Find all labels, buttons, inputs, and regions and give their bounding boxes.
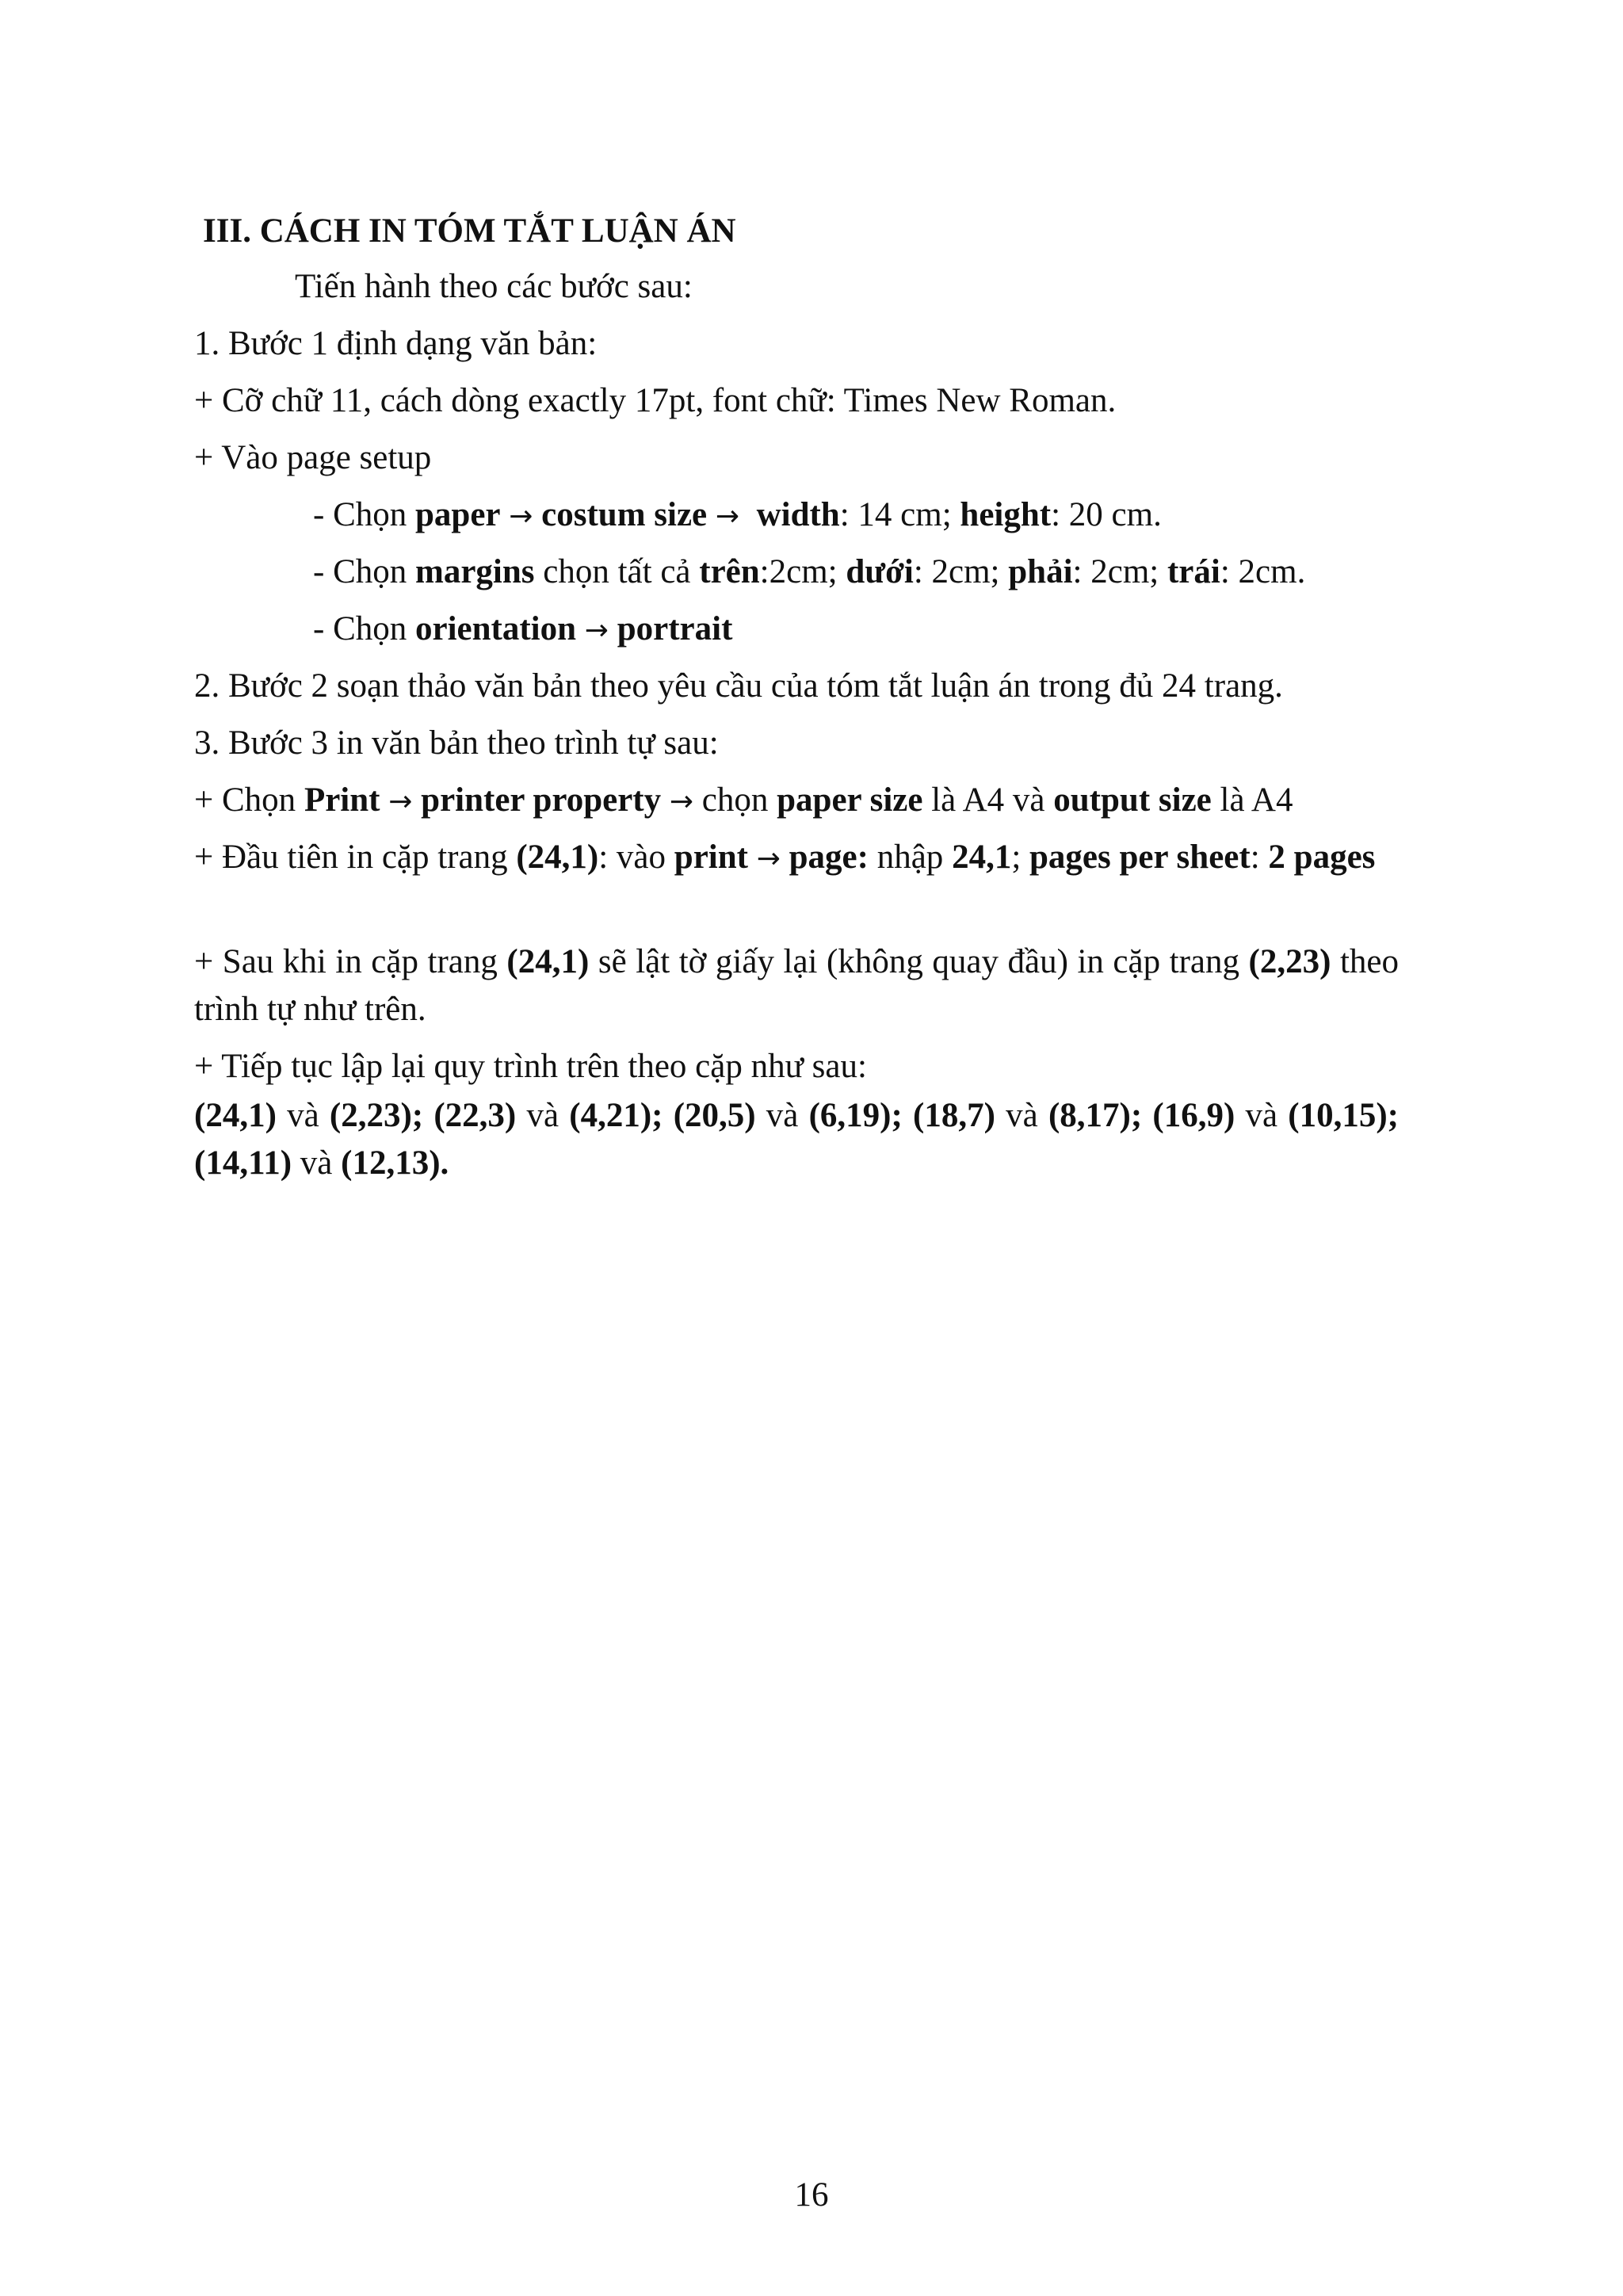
text-segment: : 2cm; bbox=[1072, 553, 1167, 590]
bold-pair: (16,9) bbox=[1152, 1097, 1235, 1134]
text-segment: : 2cm; bbox=[913, 553, 1009, 590]
text-segment: ; bbox=[1011, 839, 1030, 876]
text-segment: và bbox=[995, 1097, 1048, 1134]
bold-term-margins: margins bbox=[415, 553, 535, 590]
bold-pair: (24,1) bbox=[194, 1097, 277, 1134]
step2-text: 2. Bước 2 soạn thảo văn bản theo yêu cầu của tóm tắt luận án trong đủ 24 trang. bbox=[194, 667, 1283, 705]
bold-pair: (12,13). bbox=[341, 1144, 449, 1182]
text-segment: : 20 cm. bbox=[1051, 496, 1162, 533]
bold-pair: (2,23); bbox=[329, 1097, 424, 1134]
section-heading: III. CÁCH IN TÓM TẮT LUẬN ÁN bbox=[203, 212, 736, 250]
bold-term-duoi: dưới bbox=[846, 553, 914, 590]
print-settings-line bbox=[194, 777, 1399, 826]
right-arrow-icon: → bbox=[715, 500, 740, 533]
text-segment: - Chọn bbox=[313, 553, 415, 590]
bold-pair: (22,3) bbox=[433, 1097, 517, 1134]
bold-pair: (10,15); bbox=[1288, 1097, 1399, 1134]
bold-term-pages-per-sheet: pages per sheet bbox=[1029, 839, 1251, 876]
bold-term-paper-size: paper size bbox=[777, 781, 923, 819]
bold-pair: (4,21); bbox=[569, 1097, 663, 1134]
text-segment: và bbox=[755, 1097, 809, 1134]
bold-pair: (24,1) bbox=[516, 839, 599, 876]
text-segment: chọn bbox=[693, 781, 777, 819]
text-segment: : vào bbox=[598, 839, 674, 876]
step1-title: 1. Bước 1 định dạng văn bản: bbox=[194, 325, 598, 362]
right-arrow-icon: → bbox=[669, 785, 694, 818]
text-segment: - Chọn bbox=[313, 496, 415, 533]
bold-term-paper: paper bbox=[415, 496, 501, 533]
text-segment: theo trình tự như trên. bbox=[194, 943, 1399, 1028]
text-segment: và bbox=[276, 1097, 330, 1134]
text-segment: và bbox=[1235, 1097, 1289, 1134]
text-segment: + Đầu tiên in cặp trang bbox=[194, 839, 517, 876]
intro-text: Tiến hành theo các bước sau: bbox=[295, 268, 693, 305]
bold-pair: (6,19); bbox=[808, 1097, 903, 1134]
text-segment: và bbox=[292, 1144, 342, 1182]
bold-pair: (20,5) bbox=[673, 1097, 756, 1134]
bold-pair: (2,23) bbox=[1248, 943, 1331, 980]
bold-term-print: print bbox=[674, 839, 748, 876]
bold-pages-per-sheet-value: 2 pages bbox=[1268, 839, 1376, 876]
text-segment: chọn tất cả bbox=[534, 553, 700, 590]
bold-pages-value: 24,1 bbox=[952, 839, 1012, 876]
bold-pair: (18,7) bbox=[913, 1097, 995, 1134]
right-arrow-icon: → bbox=[388, 785, 413, 818]
text-segment: :2cm; bbox=[759, 553, 846, 590]
page-number: 16 bbox=[794, 2176, 829, 2214]
text-segment: là A4 bbox=[1211, 781, 1293, 819]
right-arrow-icon: → bbox=[509, 500, 533, 533]
bold-pair: (8,17); bbox=[1048, 1097, 1143, 1134]
text-segment: + Chọn bbox=[194, 781, 304, 819]
bold-term-output-size: output size bbox=[1053, 781, 1212, 819]
bold-term-tren: trên bbox=[699, 553, 760, 590]
bold-term-page: page: bbox=[789, 839, 869, 876]
font-settings-line: + Cỡ chữ 11, cách dòng exactly 17pt, font chữ: Times New Roman. bbox=[194, 382, 1117, 419]
bold-term-trai: trái bbox=[1167, 553, 1220, 590]
orientation-setting-line bbox=[313, 606, 1518, 655]
right-arrow-icon: → bbox=[756, 842, 781, 875]
text-segment: và bbox=[516, 1097, 570, 1134]
bold-pair: (24,1) bbox=[506, 943, 590, 980]
text-segment: : bbox=[1250, 839, 1269, 876]
bold-pair: (14,11) bbox=[194, 1144, 292, 1182]
text-segment: + Sau khi in cặp trang bbox=[194, 943, 507, 980]
text-segment: : 14 cm; bbox=[839, 496, 960, 533]
page-setup-line: + Vào page setup bbox=[194, 439, 432, 476]
bold-term-portrait: portrait bbox=[617, 610, 733, 648]
page-pairs-list bbox=[194, 1092, 1399, 1187]
margins-setting-line bbox=[313, 548, 1518, 596]
bold-term-orientation: orientation bbox=[415, 610, 577, 648]
text-segment: là A4 và bbox=[922, 781, 1054, 819]
bold-term-phai: phải bbox=[1008, 553, 1073, 590]
paper-setting-line bbox=[313, 491, 1518, 541]
flip-paragraph bbox=[194, 938, 1399, 1033]
text-segment: : 2cm. bbox=[1220, 553, 1306, 590]
bold-term-height: height bbox=[960, 496, 1052, 533]
bold-term-width: width bbox=[756, 496, 840, 533]
step3-title: 3. Bước 3 in văn bản theo trình tự sau: bbox=[194, 724, 719, 762]
repeat-line: + Tiếp tục lập lại quy trình trên theo cặp như sau: bbox=[194, 1048, 867, 1085]
text-segment: nhập bbox=[868, 839, 953, 876]
right-arrow-icon: → bbox=[584, 614, 609, 647]
first-pair-paragraph bbox=[194, 834, 1399, 883]
bold-term-print: Print bbox=[304, 781, 380, 819]
bold-term-printer-property: printer property bbox=[421, 781, 662, 819]
bold-term-costum-size: costum size bbox=[541, 496, 708, 533]
text-segment: - Chọn bbox=[313, 610, 415, 648]
text-segment: sẽ lật tờ giấy lại (không quay đầu) in cặp trang bbox=[589, 943, 1249, 980]
